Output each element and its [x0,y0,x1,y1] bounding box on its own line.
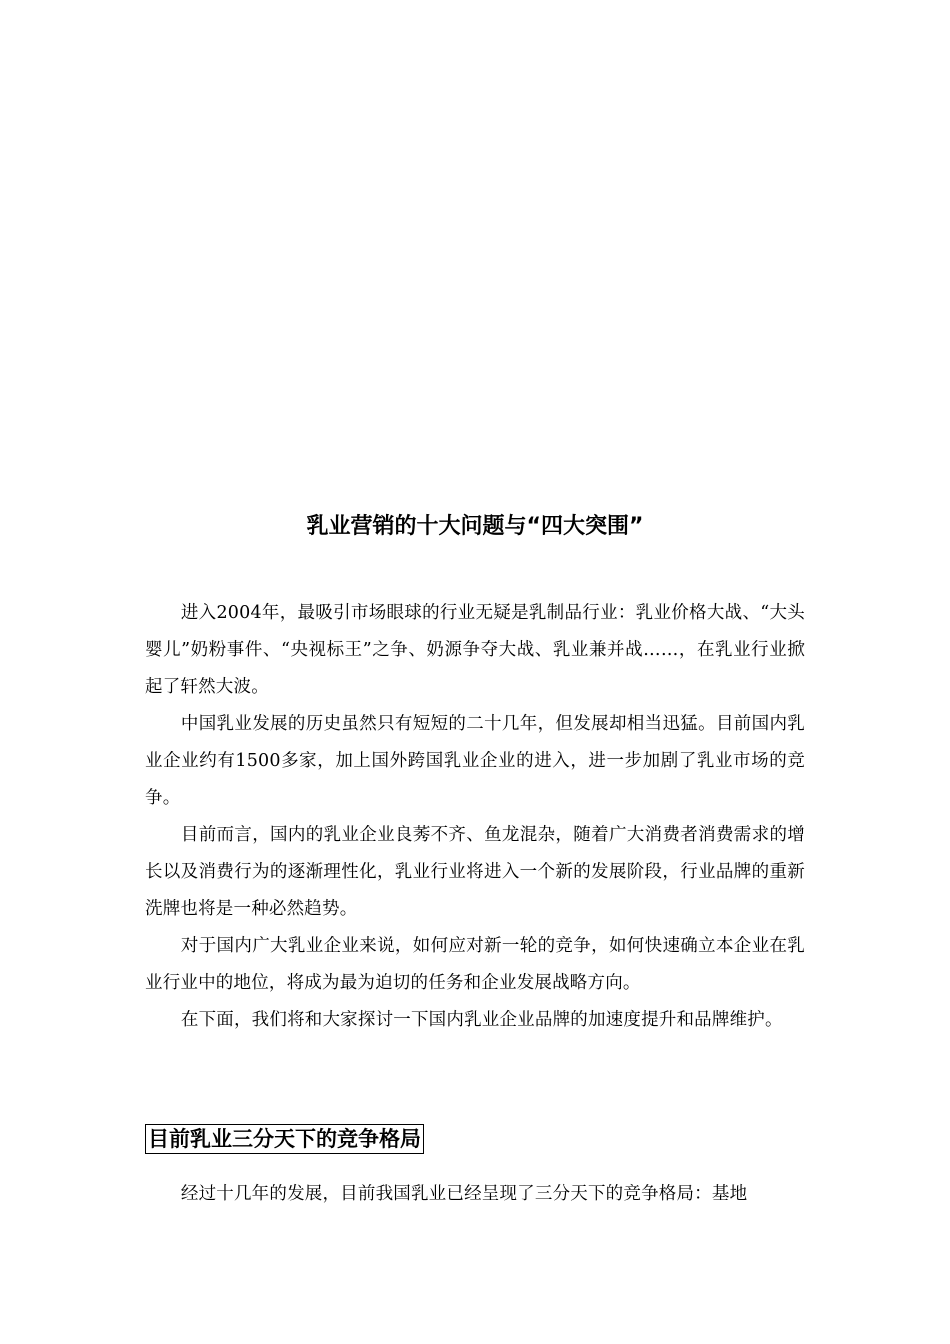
intro-paragraph-1: 进入2004年，最吸引市场眼球的行业无疑是乳制品行业：乳业价格大战、“大头婴儿”奶粉事件、“央视标王”之争、奶源争夺大战、乳业兼并战……，在乳业行业掀起了轩然大波。 [145,603,805,697]
section-heading: 目前乳业三分天下的竞争格局 [145,1124,424,1154]
intro-paragraph-2: 中国乳业发展的历史虽然只有短短的二十几年，但发展却相当迅猛。目前国内乳业企业约有1500多家，加上国外跨国乳业企业的进入，进一步加剧了乳业市场的竞争。 [145,714,805,808]
intro-section [145,595,805,1039]
document-title: 乳业营销的十大问题与“四大突围” [306,514,644,539]
intro-paragraph-3: 目前而言，国内的乳业企业良莠不齐、鱼龙混杂，随着广大消费者消费需求的增长以及消费行为的逐渐理性化，乳业行业将进入一个新的发展阶段，行业品牌的重新洗牌也将是一种必然趋势。 [145,825,805,919]
intro-paragraph-5: 在下面，我们将和大家探讨一下国内乳业企业品牌的加速度提升和品牌维护。 [180,1010,783,1030]
section-paragraph: 经过十几年的发展，目前我国乳业已经呈现了三分天下的竞争格局：基地 [180,1184,748,1204]
intro-paragraph-4: 对于国内广大乳业企业来说，如何应对新一轮的竞争，如何快速确立本企业在乳业行业中的地位，将成为最为迫切的任务和企业发展战略方向。 [145,936,805,993]
section-body [145,1176,805,1213]
